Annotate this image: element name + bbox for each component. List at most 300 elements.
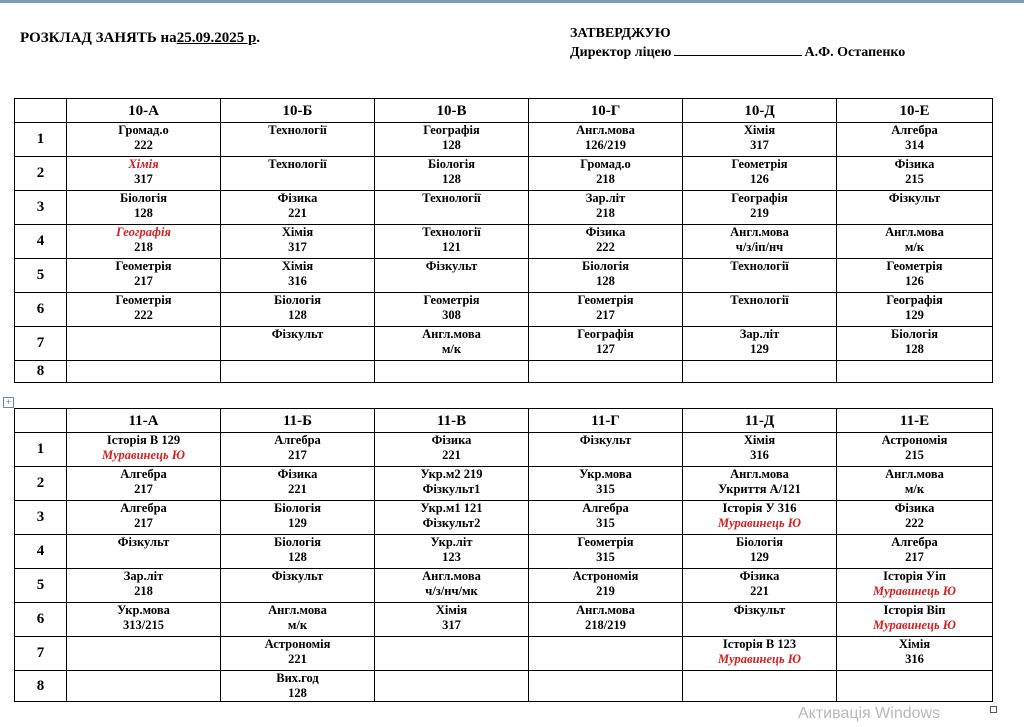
lesson-number: 6 xyxy=(15,293,67,327)
subject-text: Алгебра xyxy=(120,467,167,481)
lesson-number: 3 xyxy=(15,191,67,225)
room-text: 221 xyxy=(288,482,307,496)
lesson-row xyxy=(15,157,993,191)
subject-text: Англ.мова xyxy=(268,603,327,617)
lesson-row xyxy=(15,569,993,603)
lesson-row xyxy=(15,467,993,501)
subject-text: Фізика xyxy=(585,225,626,239)
approval-signature-line xyxy=(570,43,905,62)
schedule-cell[interactable] xyxy=(221,671,375,702)
room-text: 215 xyxy=(905,172,924,186)
schedule-cell[interactable] xyxy=(837,569,993,603)
subject-text: Англ.мова xyxy=(576,603,635,617)
approval-title: ЗАТВЕРДЖУЮ xyxy=(570,26,671,41)
schedule-cell[interactable] xyxy=(67,361,221,383)
room-text: Муравинець Ю xyxy=(717,652,801,666)
schedule-cell[interactable] xyxy=(67,671,221,702)
subject-text: Фізика xyxy=(277,191,318,205)
schedule-cell[interactable] xyxy=(529,293,683,327)
room-text: 126/219 xyxy=(585,138,626,152)
schedule-cell[interactable] xyxy=(837,535,993,569)
lesson-row xyxy=(15,671,993,702)
room-text: 215 xyxy=(905,448,924,462)
subject-text: Фізика xyxy=(739,569,780,583)
subject-text: Технології xyxy=(268,123,327,137)
schedule-cell[interactable] xyxy=(221,535,375,569)
subject-text: Громад.о xyxy=(118,123,169,137)
lesson-row xyxy=(15,361,993,383)
room-text: 217 xyxy=(596,308,615,322)
schedule-cell[interactable] xyxy=(375,501,529,535)
schedule-cell[interactable] xyxy=(837,467,993,501)
schedule-cell[interactable] xyxy=(375,191,529,225)
title-prefix: РОЗКЛАД ЗАНЯТЬ на xyxy=(20,30,177,46)
schedule-table-11 xyxy=(14,408,993,702)
schedule-cell[interactable] xyxy=(837,501,993,535)
room-text: 314 xyxy=(905,138,924,152)
subject-text: Фізика xyxy=(431,433,472,447)
corner-cell xyxy=(15,409,67,433)
subject-text: Технології xyxy=(730,259,789,273)
room-text: 217 xyxy=(134,274,153,288)
schedule-cell[interactable] xyxy=(67,259,221,293)
class-header: 11-Б xyxy=(221,409,375,433)
class-header: 10-Г xyxy=(529,99,683,123)
lesson-row xyxy=(15,225,993,259)
header-row xyxy=(15,99,993,123)
schedule-cell[interactable] xyxy=(529,259,683,293)
subject-text: Алгебра xyxy=(891,123,938,137)
class-header: 10-А xyxy=(67,99,221,123)
room-text: Муравинець Ю xyxy=(717,516,801,530)
subject-text: Біологія xyxy=(736,535,783,549)
table-resize-handle[interactable] xyxy=(990,706,997,713)
subject-text: Фізика xyxy=(894,157,935,171)
schedule-cell[interactable] xyxy=(375,361,529,383)
subject-text: Зар.літ xyxy=(739,327,780,341)
room-text: 316 xyxy=(288,274,307,288)
room-text: 218 xyxy=(596,206,615,220)
schedule-cell[interactable] xyxy=(375,123,529,157)
class-header: 11-Е xyxy=(837,409,993,433)
subject-text: Астрономія xyxy=(264,637,331,651)
schedule-cell[interactable] xyxy=(221,361,375,383)
schedule-cell[interactable] xyxy=(67,603,221,637)
schedule-cell[interactable] xyxy=(529,433,683,467)
room-text: Муравинець Ю xyxy=(872,618,956,632)
schedule-cell[interactable] xyxy=(375,225,529,259)
schedule-cell[interactable] xyxy=(221,501,375,535)
subject-text: Фізкульт xyxy=(888,191,941,205)
subject-text: Географія xyxy=(577,327,634,341)
subject-text: Англ.мова xyxy=(885,467,944,481)
room-text: 221 xyxy=(288,206,307,220)
room-text: 123 xyxy=(442,550,461,564)
room-text: 128 xyxy=(442,138,461,152)
room-text: 217 xyxy=(288,448,307,462)
page-title xyxy=(20,30,260,47)
schedule-cell[interactable] xyxy=(837,671,993,702)
schedule-cell[interactable] xyxy=(683,535,837,569)
schedule-cell[interactable] xyxy=(837,293,993,327)
schedule-cell[interactable] xyxy=(375,569,529,603)
subject-text: Англ.мова xyxy=(730,225,789,239)
lesson-row xyxy=(15,259,993,293)
lesson-row xyxy=(15,293,993,327)
room-text: 308 xyxy=(442,308,461,322)
schedule-cell[interactable] xyxy=(221,467,375,501)
schedule-cell[interactable] xyxy=(67,191,221,225)
subject-text: Хімія xyxy=(743,123,776,137)
schedule-cell[interactable] xyxy=(221,123,375,157)
schedule-cell[interactable] xyxy=(529,535,683,569)
subject-text: Фізкульт xyxy=(733,603,786,617)
subject-text: Англ.мова xyxy=(730,467,789,481)
schedule-cell[interactable] xyxy=(67,637,221,671)
room-text: 219 xyxy=(750,206,769,220)
schedule-cell[interactable] xyxy=(375,535,529,569)
lesson-number: 1 xyxy=(15,123,67,157)
subject-text: Технології xyxy=(422,225,481,239)
lesson-number: 7 xyxy=(15,327,67,361)
room-text: 127 xyxy=(596,342,615,356)
room-text: 128 xyxy=(442,172,461,186)
schedule-cell[interactable] xyxy=(529,603,683,637)
subject-text: Історія Уіп xyxy=(883,569,946,583)
room-text: 217 xyxy=(134,516,153,530)
room-text: 222 xyxy=(134,138,153,152)
lesson-number: 6 xyxy=(15,603,67,637)
schedule-cell[interactable] xyxy=(837,259,993,293)
subject-text: Технології xyxy=(730,293,789,307)
room-text: 315 xyxy=(596,482,615,496)
lesson-number: 2 xyxy=(15,467,67,501)
class-header: 10-Е xyxy=(837,99,993,123)
subject-text: Технології xyxy=(422,191,481,205)
schedule-cell[interactable] xyxy=(375,433,529,467)
schedule-cell[interactable] xyxy=(67,327,221,361)
room-text: 317 xyxy=(442,618,461,632)
room-text: Укриття А/121 xyxy=(718,482,801,496)
room-text: 128 xyxy=(134,206,153,220)
subject-text: Алгебра xyxy=(891,535,938,549)
room-text: 313/215 xyxy=(123,618,164,632)
schedule-cell[interactable] xyxy=(529,157,683,191)
subject-text: Геометрія xyxy=(577,535,634,549)
room-text: Муравинець Ю xyxy=(872,584,956,598)
room-text: 126 xyxy=(750,172,769,186)
schedule-cell[interactable] xyxy=(837,191,993,225)
lesson-row xyxy=(15,327,993,361)
schedule-cell[interactable] xyxy=(529,361,683,383)
subject-text: Біологія xyxy=(582,259,629,273)
subject-text: Англ.мова xyxy=(885,225,944,239)
schedule-cell[interactable] xyxy=(67,433,221,467)
subject-text: Хімія xyxy=(281,225,314,239)
schedule-cell[interactable] xyxy=(529,671,683,702)
room-text: 315 xyxy=(596,550,615,564)
subject-text: Біологія xyxy=(891,327,938,341)
schedule-cell[interactable] xyxy=(683,123,837,157)
lesson-number: 8 xyxy=(15,361,67,383)
schedule-cell[interactable] xyxy=(529,467,683,501)
room-text: Муравинець Ю xyxy=(101,448,185,462)
schedule-cell[interactable] xyxy=(683,157,837,191)
title-suffix: . xyxy=(256,30,261,46)
room-text: 128 xyxy=(905,342,924,356)
subject-text: Астрономія xyxy=(881,433,948,447)
room-text: 221 xyxy=(442,448,461,462)
window-top-border xyxy=(0,0,1024,3)
approval-block xyxy=(570,24,905,62)
subject-text: Англ.мова xyxy=(422,327,481,341)
schedule-cell[interactable] xyxy=(837,123,993,157)
subject-text: Фізика xyxy=(277,467,318,481)
schedule-cell[interactable] xyxy=(375,637,529,671)
class-header: 11-Д xyxy=(683,409,837,433)
subject-text: Історія В 129 xyxy=(106,433,181,447)
schedule-cell[interactable] xyxy=(67,157,221,191)
corner-cell xyxy=(15,99,67,123)
schedule-cell[interactable] xyxy=(683,259,837,293)
room-text: Фізкульт2 xyxy=(422,516,481,530)
room-text: 217 xyxy=(905,550,924,564)
room-text: 221 xyxy=(288,652,307,666)
room-text: 129 xyxy=(750,342,769,356)
lesson-row xyxy=(15,433,993,467)
subject-text: Фізкульт xyxy=(271,569,324,583)
schedule-cell[interactable] xyxy=(375,671,529,702)
subject-text: Укр.м1 121 xyxy=(420,501,483,515)
subject-text: Укр.мова xyxy=(117,603,170,617)
schedule-cell[interactable] xyxy=(683,361,837,383)
schedule-cell[interactable] xyxy=(221,157,375,191)
schedule-table-10 xyxy=(14,98,993,383)
schedule-cell[interactable] xyxy=(221,259,375,293)
room-text: м/к xyxy=(904,482,925,496)
room-text: 128 xyxy=(288,308,307,322)
schedule-cell[interactable] xyxy=(375,293,529,327)
room-text: ч/з/нч/мк xyxy=(425,584,478,598)
schedule-cell[interactable] xyxy=(529,327,683,361)
room-text: 121 xyxy=(442,240,461,254)
subject-text: Історія В 123 xyxy=(722,637,797,651)
subject-text: Укр.літ xyxy=(430,535,473,549)
subject-text: Англ.мова xyxy=(576,123,635,137)
room-text: м/к xyxy=(441,342,462,356)
move-handle-icon[interactable]: + xyxy=(3,397,14,408)
room-text: м/к xyxy=(287,618,308,632)
subject-text: Геометрія xyxy=(115,293,172,307)
subject-text: Укр.мова xyxy=(579,467,632,481)
subject-text: Хімія xyxy=(128,157,159,171)
schedule-cell[interactable] xyxy=(683,569,837,603)
schedule-cell[interactable] xyxy=(683,225,837,259)
class-header: 11-В xyxy=(375,409,529,433)
schedule-cell[interactable] xyxy=(837,225,993,259)
subject-text: Фізкульт xyxy=(425,259,478,273)
schedule-cell[interactable] xyxy=(683,293,837,327)
room-text: 217 xyxy=(134,482,153,496)
lesson-number: 8 xyxy=(15,671,67,702)
room-text: 129 xyxy=(288,516,307,530)
subject-text: Фізкульт xyxy=(271,327,324,341)
subject-text: Історія Віп xyxy=(883,603,946,617)
lesson-row xyxy=(15,603,993,637)
schedule-cell[interactable] xyxy=(529,225,683,259)
schedule-cell[interactable] xyxy=(67,501,221,535)
subject-text: Геометрія xyxy=(731,157,788,171)
class-header: 10-Д xyxy=(683,99,837,123)
subject-text: Фізкульт xyxy=(579,433,632,447)
subject-text: Хімія xyxy=(435,603,468,617)
subject-text: Хімія xyxy=(743,433,776,447)
schedule-cell[interactable] xyxy=(529,637,683,671)
subject-text: Біологія xyxy=(428,157,475,171)
subject-text: Історія У 316 xyxy=(722,501,797,515)
schedule-cell[interactable] xyxy=(683,467,837,501)
class-header: 11-Г xyxy=(529,409,683,433)
subject-text: Зар.літ xyxy=(123,569,164,583)
schedule-cell[interactable] xyxy=(683,671,837,702)
subject-text: Алгебра xyxy=(120,501,167,515)
lesson-row xyxy=(15,637,993,671)
schedule-cell[interactable] xyxy=(529,501,683,535)
schedule-cell[interactable] xyxy=(683,501,837,535)
schedule-cell[interactable] xyxy=(67,293,221,327)
schedule-cell[interactable] xyxy=(221,327,375,361)
schedule-cell[interactable] xyxy=(837,157,993,191)
schedule-cell[interactable] xyxy=(67,535,221,569)
room-text: 316 xyxy=(750,448,769,462)
schedule-cell[interactable] xyxy=(837,361,993,383)
schedule-cell[interactable] xyxy=(529,191,683,225)
schedule-cell[interactable] xyxy=(683,327,837,361)
room-text: 128 xyxy=(288,550,307,564)
schedule-cell[interactable] xyxy=(683,433,837,467)
schedule-cell[interactable] xyxy=(221,603,375,637)
lesson-number: 3 xyxy=(15,501,67,535)
subject-text: Географія xyxy=(423,123,480,137)
schedule-cell[interactable] xyxy=(683,191,837,225)
schedule-cell[interactable] xyxy=(221,293,375,327)
room-text: 219 xyxy=(596,584,615,598)
schedule-cell[interactable] xyxy=(67,225,221,259)
room-text: 315 xyxy=(596,516,615,530)
approval-role: Директор ліцею xyxy=(570,45,672,60)
subject-text: Геометрія xyxy=(423,293,480,307)
approval-name: А.Ф. Остапенко xyxy=(804,45,906,60)
lesson-row xyxy=(15,501,993,535)
schedule-cell[interactable] xyxy=(375,327,529,361)
schedule-cell[interactable] xyxy=(221,191,375,225)
schedule-cell[interactable] xyxy=(67,467,221,501)
schedule-cell[interactable] xyxy=(837,603,993,637)
schedule-cell[interactable] xyxy=(221,433,375,467)
schedule-cell[interactable] xyxy=(683,603,837,637)
subject-text: Вих.год xyxy=(276,671,319,685)
room-text: 222 xyxy=(134,308,153,322)
room-text: 317 xyxy=(750,138,769,152)
subject-text: Хімія xyxy=(898,637,931,651)
room-text: 218 xyxy=(596,172,615,186)
schedule-cell[interactable] xyxy=(221,569,375,603)
subject-text: Громад.о xyxy=(580,157,631,171)
subject-text: Зар.літ xyxy=(585,191,626,205)
lesson-row xyxy=(15,123,993,157)
schedule-cell[interactable] xyxy=(221,225,375,259)
lesson-number: 5 xyxy=(15,569,67,603)
windows-activation-watermark: Активація Windows xyxy=(798,705,941,722)
schedule-cell[interactable] xyxy=(837,433,993,467)
schedule-cell[interactable] xyxy=(221,637,375,671)
subject-text: Біологія xyxy=(120,191,167,205)
subject-text: Географія xyxy=(116,225,171,239)
room-text: 221 xyxy=(750,584,769,598)
room-text: 222 xyxy=(596,240,615,254)
room-text: 126 xyxy=(905,274,924,288)
room-text: 316 xyxy=(905,652,924,666)
schedule-cell[interactable] xyxy=(375,603,529,637)
subject-text: Біологія xyxy=(274,535,321,549)
room-text: 218 xyxy=(134,240,153,254)
class-header: 11-А xyxy=(67,409,221,433)
subject-text: Географія xyxy=(886,293,943,307)
subject-text: Географія xyxy=(731,191,788,205)
room-text: 317 xyxy=(134,172,153,186)
subject-text: Біологія xyxy=(274,293,321,307)
schedule-cell[interactable] xyxy=(375,259,529,293)
schedule-cell[interactable] xyxy=(67,123,221,157)
lesson-number: 2 xyxy=(15,157,67,191)
subject-text: Геометрія xyxy=(115,259,172,273)
schedule-cell[interactable] xyxy=(529,123,683,157)
room-text: 222 xyxy=(905,516,924,530)
lesson-number: 7 xyxy=(15,637,67,671)
header-row xyxy=(15,409,993,433)
schedule-cell[interactable] xyxy=(837,637,993,671)
subject-text: Укр.м2 219 xyxy=(420,467,483,481)
room-text: 129 xyxy=(905,308,924,322)
schedule-cell[interactable] xyxy=(67,569,221,603)
room-text: 128 xyxy=(596,274,615,288)
schedule-cell[interactable] xyxy=(375,467,529,501)
schedule-cell[interactable] xyxy=(837,327,993,361)
title-date: 25.09.2025 р xyxy=(176,30,257,46)
subject-text: Астрономія xyxy=(572,569,639,583)
subject-text: Фізкульт xyxy=(117,535,170,549)
subject-text: Фізика xyxy=(894,501,935,515)
schedule-cell[interactable] xyxy=(683,637,837,671)
subject-text: Англ.мова xyxy=(422,569,481,583)
room-text: ч/з/іп/нч xyxy=(735,240,784,254)
schedule-cell[interactable] xyxy=(529,569,683,603)
class-header: 10-Б xyxy=(221,99,375,123)
schedule-cell[interactable] xyxy=(375,157,529,191)
lesson-row xyxy=(15,191,993,225)
lesson-number: 4 xyxy=(15,535,67,569)
room-text: м/к xyxy=(904,240,925,254)
room-text: 128 xyxy=(288,686,307,700)
subject-text: Геометрія xyxy=(577,293,634,307)
subject-text: Геометрія xyxy=(886,259,943,273)
subject-text: Алгебра xyxy=(582,501,629,515)
signature-underline xyxy=(674,44,802,56)
lesson-number: 4 xyxy=(15,225,67,259)
subject-text: Біологія xyxy=(274,501,321,515)
subject-text: Алгебра xyxy=(274,433,321,447)
lesson-row xyxy=(15,535,993,569)
